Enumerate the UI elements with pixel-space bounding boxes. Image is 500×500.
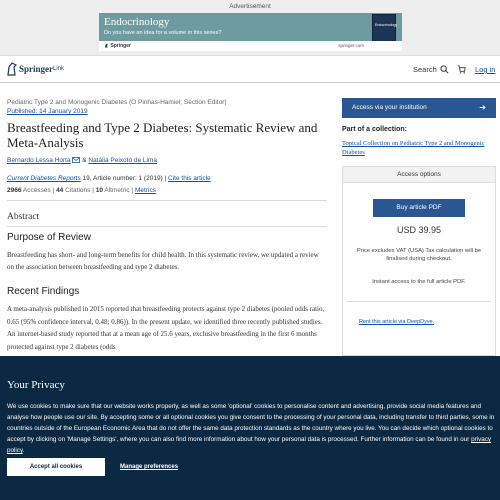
institution-access-label: Access via your institution [352,104,427,111]
purpose-heading: Purpose of Review [7,232,91,243]
instant-access-note: Instant access to the full article PDF. [372,279,466,285]
author-link[interactable]: Natália Peixoto de Lima [88,157,158,164]
search-button[interactable]: Search [413,65,437,74]
banner-footer [99,41,402,51]
metrics-link[interactable]: Metrics [135,187,156,194]
access-options-panel [342,166,496,356]
banner-brand-label: Springer [110,43,131,49]
journal-details: 19, Article number: 1 (2019) | [80,175,169,182]
journal-info [7,175,211,182]
citations-label: Citations [65,187,91,194]
altmetric-label: Altmetric [104,187,130,194]
access-options-heading: Access options [397,171,441,178]
abstract-heading: Abstract [7,212,40,222]
book-cover-title: Endocrinology [375,23,398,27]
privacy-policy-link[interactable]: privacy policy [7,436,492,454]
search-icon[interactable] [440,65,449,74]
advertisement-bar [0,0,500,56]
email-icon[interactable] [72,157,80,163]
arrow-right-icon: ➔ [479,103,486,112]
divider [7,226,327,227]
article-metrics: 2966 Accesses | 44 Citations | 10 Altmetric | Metrics [7,187,156,194]
access-options-header [343,167,495,183]
accesses-count: 2966 [7,187,22,194]
cookie-body: We use cookies to make sure that our website works properly, as well as some 'optional' cookies to personalise content and advertising, provide social media features and analyse how people use our site. By accepting some or all optional cookies you give consent to the processing of your personal data, including transfer to third parties, some in countries outside of the European Economic Area that do not offer the same data protection standards as the country where you live. You can decide which optional cookies to accept by clicking on 'Manage Settings', where you can also find more information about how your personal data is processed. Further information can be found in our [7,403,495,443]
author-separator: & [82,157,89,164]
altmetric-count: 10 [95,187,103,194]
logo-link-label[interactable]: Link [53,66,65,72]
findings-text: A meta-analysis published in 2015 reported that breastfeeding protects against type 2 diabetes (pooled odds ratio, 0.65 (95% confidence interval, 0.48; 0.86)). In the present update, we identified three recently published studies. An internet-based study reported that at a mean age of 25.6 years, exclusive breastfeeding in the first 6 months protected against type 2 diabetes (odds [7,305,325,351]
ad-banner[interactable] [99,13,402,51]
login-link[interactable]: Log in [475,65,496,74]
site-header [0,57,500,83]
collection-link[interactable]: Topical Collection on Pediatric Type 2 and Monogenic Diabetes [342,140,485,156]
divider [347,301,491,302]
price: USD 39.95 [396,225,442,235]
deepdyve-link[interactable]: Rent this article via DeepDyve. [359,319,435,325]
ad-label: Advertisement [229,3,271,10]
banner-url: springer.com [338,43,364,48]
cookie-text: We use cookies to make sure that our website works properly, as well as some 'optional' cookies to personalise content and advertising, provide social media features and analyse how people use our site. By accepting some or all optional cookies you give consent to the processing of your personal data, including transfer to third parties, some in countries outside of the European Economic Area that do not offer the same data protection standards as the country where you live. You can decide which optional cookies to accept by clicking on 'Manage Settings', where you can also find more information about how your personal data is processed. Further information can be found in our privacy policy. [7,403,495,454]
cookie-title: Your Privacy [7,379,65,391]
cookie-consent-banner [0,356,500,500]
springer-horse-icon[interactable] [6,62,18,76]
breadcrumb[interactable]: Pediatric Type 2 and Monogenic Diabetes (O Pinhas-Hamiel; Section Editor) [7,99,227,106]
cart-icon[interactable] [457,65,466,74]
divider [7,200,327,201]
author-list [7,157,157,164]
institution-access-button[interactable] [342,98,496,118]
accesses-label: Accesses [22,187,51,194]
accept-cookies-button[interactable]: Accept all cookies [7,458,105,476]
article-title: Breastfeeding and Type 2 Diabetes: Systematic Review and Meta-Analysis [7,120,318,150]
buy-pdf-button[interactable]: Buy article PDF [373,199,465,217]
price-note: Price excludes VAT (USA) Tax calculation will be finalised during checkout. [356,248,482,262]
citations-count: 44 [56,187,64,194]
manage-preferences-link[interactable]: Manage preferences [120,464,179,470]
author-link[interactable]: Bernardo Lessa Horta [7,157,71,164]
journal-link[interactable]: Current Diabetes Reports [7,175,81,182]
logo-text[interactable]: Springer [19,64,54,74]
banner-title: Endocrinology [104,16,170,28]
banner-brand [104,43,131,49]
cite-article-link[interactable]: Cite this article [168,175,211,182]
purpose-text: Breastfeeding has short- and long-term benefits for child health. In this systematic review, we updated a review on the association between breastfeeding and type 2 diabetes. [7,251,319,271]
published-date[interactable]: Published: 14 January 2019 [7,108,88,115]
findings-heading: Recent Findings [7,286,80,297]
springer-horse-icon [104,43,109,48]
collection-heading: Part of a collection: [342,126,407,133]
banner-subtitle: Do you have an idea for a volume in this series? [104,30,222,36]
